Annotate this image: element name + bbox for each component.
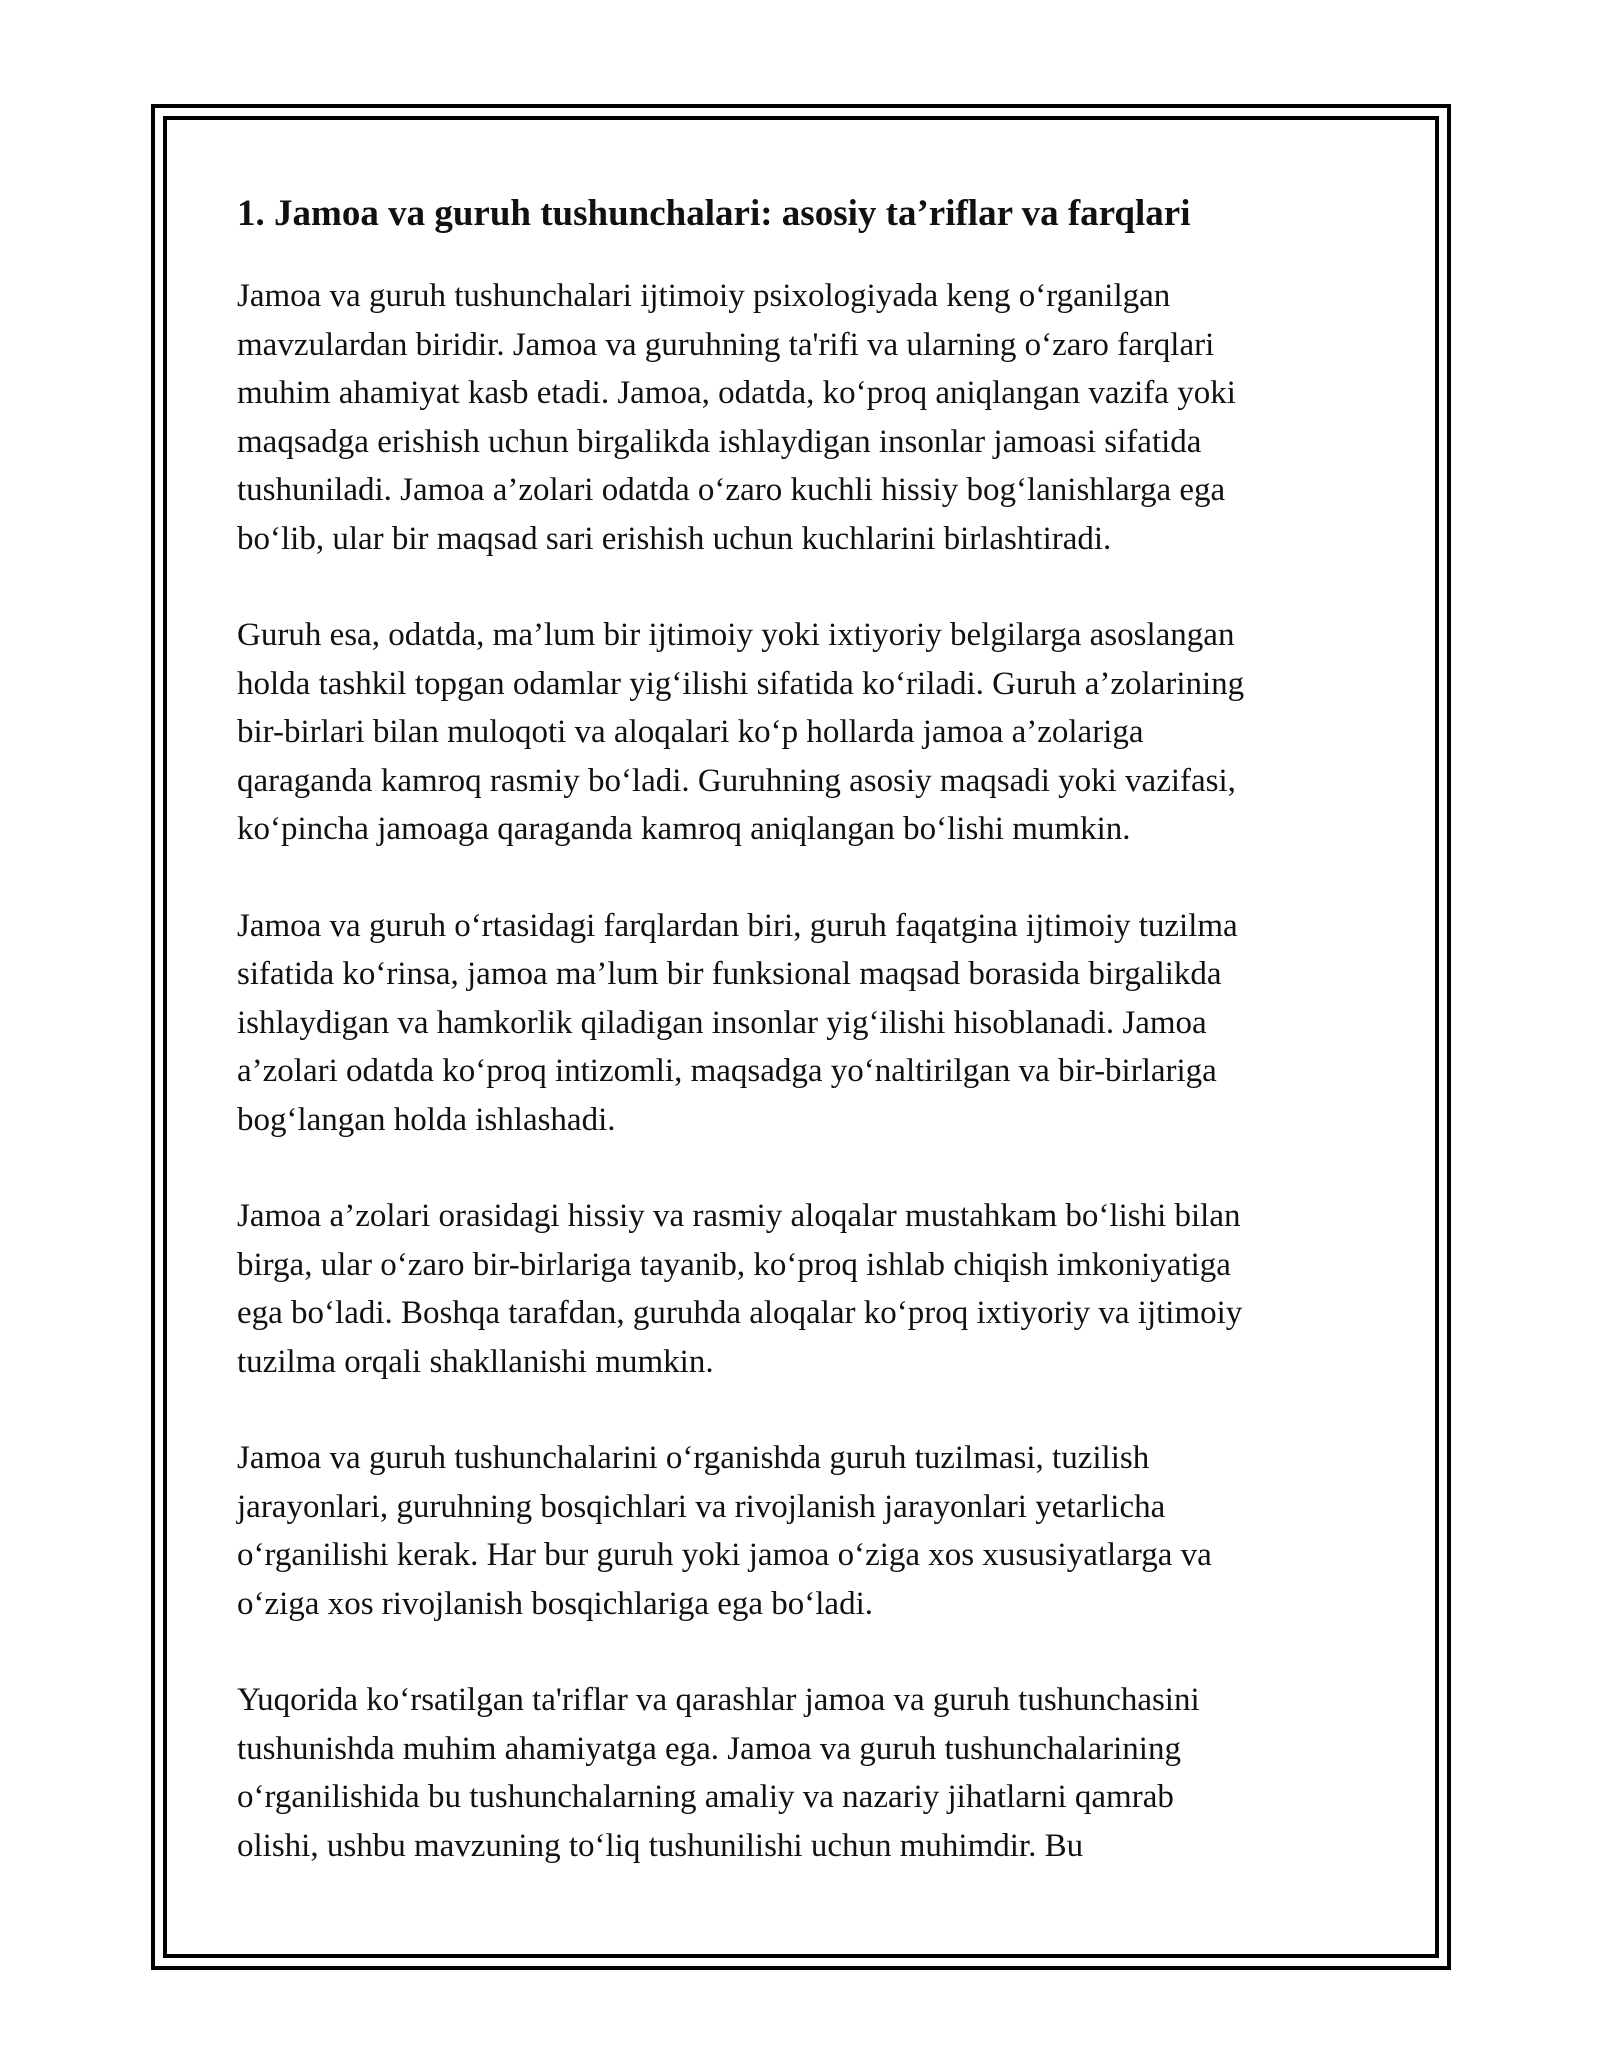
text-line: bo‘lib, ular bir maqsad sari erishish uchun kuchlarini birlashtiradi. [237,520,1112,557]
text-line: ega bo‘ladi. Boshqa tarafdan, guruhda aloqalar ko‘proq ixtiyoriy va ijtimoiy [237,1295,1243,1331]
text-line: olishi, ushbu mavzuning to‘liq tushunilishi uchun muhimdir. Bu [237,1827,1084,1864]
text-line: ko‘pincha jamoaga qaraganda kamroq aniqlangan bo‘lishi mumkin. [237,811,1131,847]
text-line: muhim ahamiyat kasb etadi. Jamoa, odatda, ko‘proq aniqlangan vazifa yoki [237,375,1236,411]
text-line: Jamoa va guruh tushunchalari ijtimoiy psixologiyada keng o‘rganilgan [237,278,1171,314]
text-line: bir-birlari bilan muloqoti va aloqalari ko‘p hollarda jamoa a’zolariga [237,714,1144,750]
text-line: tuzilma orqali shakllanishi mumkin. [237,1343,714,1380]
text-line: sifatida ko‘rinsa, jamoa ma’lum bir funksional maqsad borasida birgalikda [237,956,1222,992]
text-line: maqsadga erishish uchun birgalikda ishlaydigan insonlar jamoasi sifatida [237,423,1202,460]
text-line: qaraganda kamroq rasmiy bo‘ladi. Guruhning asosiy maqsadi yoki vazifasi, [237,762,1236,799]
text-line: bog‘langan holda ishlashadi. [237,1101,616,1138]
document-body [237,186,1367,1918]
text-line: Jamoa va guruh o‘rtasidagi farqlardan biri, guruh faqatgina ijtimoiy tuzilma [237,907,1238,944]
section-heading: 1. Jamoa va guruh tushunchalari: asosiy ta’riflar va farqlari [237,193,1191,234]
text-line: a’zolari odatda ko‘proq intizomli, maqsadga yo‘naltirilgan va bir-birlariga [237,1053,1217,1089]
text-line: ishlaydigan va hamkorlik qiladigan insonlar yig‘ilishi hisoblanadi. Jamoa [237,1004,1207,1041]
text-line: o‘rganilishida bu tushunchalarning amaliy va nazariy jihatlarni qamrab [237,1779,1174,1815]
text-line: Yuqorida ko‘rsatilgan ta'riflar va qarashlar jamoa va guruh tushunchasini [237,1682,1200,1718]
text-line: Guruh esa, odatda, ma’lum bir ijtimoiy yoki ixtiyoriy belgilarga asoslangan [237,617,1235,653]
paragraph-4 [237,1192,1367,1386]
paragraph-2 [237,611,1367,854]
text-line: birga, ular o‘zaro bir-birlariga tayanib, ko‘proq ishlab chiqish imkoniyatiga [237,1246,1231,1283]
paragraph-5 [237,1434,1367,1628]
text-line: o‘ziga xos rivojlanish bosqichlariga ega bo‘ladi. [237,1585,873,1622]
text-line: mavzulardan biridir. Jamoa va guruhning ta'rifi va ularning o‘zaro farqlari [237,326,1215,363]
paragraph-3 [237,902,1367,1145]
text-line: Jamoa va guruh tushunchalarini o‘rganishda guruh tuzilmasi, tuzilish [237,1440,1150,1476]
text-line: tushunishda muhim ahamiyatga ega. Jamoa va guruh tushunchalarining [237,1730,1181,1767]
text-line: o‘rganilishi kerak. Har bur guruh yoki jamoa o‘ziga xos xususiyatlarga va [237,1537,1212,1573]
text-line: Jamoa a’zolari orasidagi hissiy va rasmiy aloqalar mustahkam bo‘lishi bilan [237,1198,1241,1234]
paragraph-6 [237,1676,1367,1870]
text-line: tushuniladi. Jamoa a’zolari odatda o‘zaro kuchli hissiy bog‘lanishlarga ega [237,472,1226,508]
text-line: holda tashkil topgan odamlar yig‘ilishi sifatida ko‘riladi. Guruh a’zolarining [237,665,1245,702]
paragraph-1 [237,272,1367,563]
text-line: jarayonlari, guruhning bosqichlari va rivojlanish jarayonlari yetarlicha [237,1488,1166,1525]
